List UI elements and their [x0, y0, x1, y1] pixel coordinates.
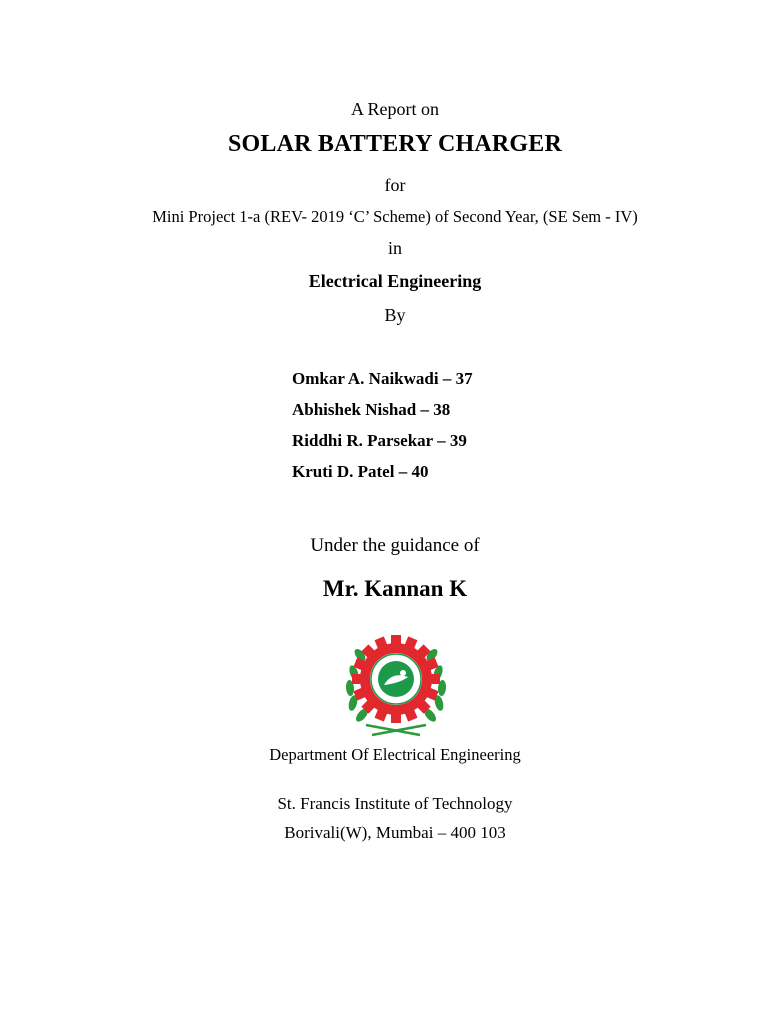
report-title: SOLAR BATTERY CHARGER — [227, 131, 563, 157]
guidance-label: Under the guidance of — [310, 535, 480, 556]
author-item: Omkar A. Naikwadi – 37 — [292, 369, 473, 388]
project-description: Mini Project 1-a (REV- 2019 ‘C’ Scheme) of Second Year, (SE Sem - IV) — [152, 207, 638, 226]
report-for-text: for — [384, 175, 406, 195]
branch-name: Electrical Engineering — [308, 271, 482, 291]
author-item: Kruti D. Patel – 40 — [292, 462, 429, 481]
college-emblem-icon — [340, 633, 452, 737]
report-intro: A Report on — [351, 99, 439, 119]
author-item: Abhishek Nishad – 38 — [292, 400, 451, 419]
institution-department: Department Of Electrical Engineering — [269, 745, 521, 764]
report-in-text: in — [387, 238, 402, 258]
author-item: Riddhi R. Parsekar – 39 — [292, 431, 467, 450]
report-by-text: By — [384, 305, 406, 325]
guide-name: Mr. Kannan K — [322, 576, 468, 601]
institution-name: St. Francis Institute of Technology — [277, 794, 513, 813]
institution-address: Borivali(W), Mumbai – 400 103 — [284, 823, 506, 842]
author-list — [292, 368, 473, 492]
